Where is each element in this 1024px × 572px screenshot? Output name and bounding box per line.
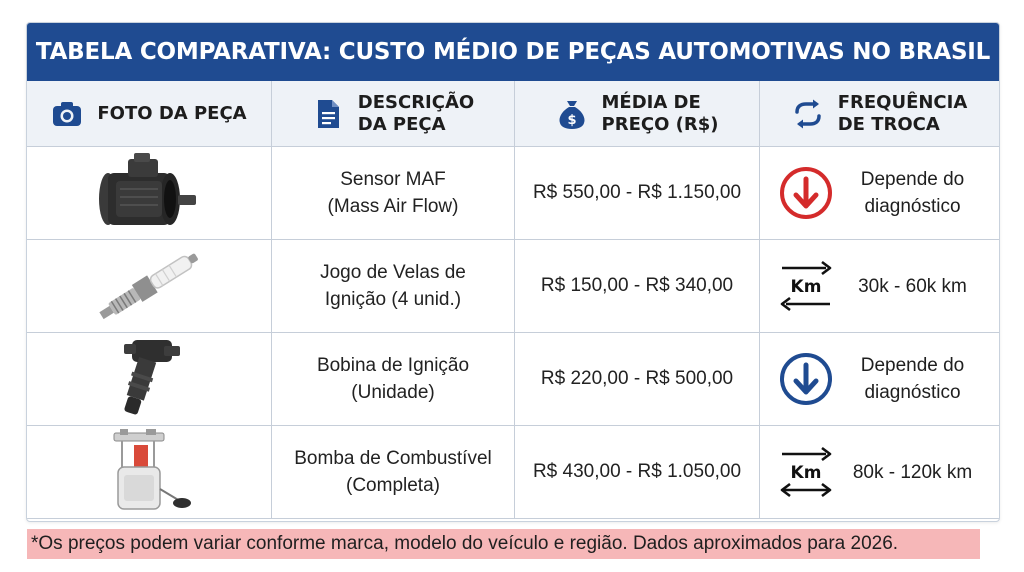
row-2-description: Jogo de Velas de Ignição (4 unid.): [272, 240, 515, 333]
row-4-price: R$ 430,00 - R$ 1.050,00: [515, 426, 760, 519]
row-1-frequency-text: Depende do diagnóstico: [860, 169, 965, 217]
header-description-label: DESCRIÇÃO DA PEÇA: [357, 91, 475, 135]
row-4-description: Bomba de Combustível (Completa): [272, 426, 515, 519]
table-title: TABELA COMPARATIVA: CUSTO MÉDIO DE PEÇAS AUTOMOTIVAS NO BRASIL: [27, 23, 999, 81]
maf-sensor-image: [94, 151, 204, 235]
row-4-frequency-text: 80k - 120k km: [852, 461, 973, 483]
header-price: [515, 81, 760, 147]
km-arrows-icon: [778, 258, 834, 314]
comparison-table: [27, 81, 999, 519]
row-3-description: Bobina de Ignição (Unidade): [272, 333, 515, 426]
row-4-frequency: [760, 426, 999, 519]
row-2-frequency-text: 30k - 60k km: [858, 275, 967, 297]
row-3-photo: [27, 333, 272, 426]
header-photo-label: FOTO DA PEÇA: [97, 102, 247, 124]
swap-arrows-icon: [792, 98, 824, 130]
footnote: *Os preços podem variar conforme marca, modelo do veículo e região. Dados aproximados para 2026.: [27, 529, 980, 559]
comparison-table-card: [26, 22, 1000, 522]
row-2-price: R$ 150,00 - R$ 340,00: [515, 240, 760, 333]
row-4-photo: [27, 426, 272, 519]
document-icon: [312, 98, 344, 130]
svg-text:$: $: [566, 112, 577, 128]
row-1-price: R$ 550,00 - R$ 1.150,00: [515, 147, 760, 240]
header-photo: [27, 81, 272, 147]
row-3-price: R$ 220,00 - R$ 500,00: [515, 333, 760, 426]
arrow-down-red-circle-icon: [779, 166, 833, 220]
header-price-label: MÉDIA DE PREÇO (R$): [601, 91, 719, 135]
row-2-photo: [27, 240, 272, 333]
row-3-frequency-text: Depende do diagnóstico: [860, 355, 965, 403]
km-label: Km: [790, 277, 822, 297]
money-bag-icon: [556, 98, 588, 130]
spark-plug-image: [89, 246, 209, 326]
header-frequency: [760, 81, 999, 147]
arrow-down-blue-circle-icon: [779, 352, 833, 406]
row-1-frequency: [760, 147, 999, 240]
km-arrows-icon: [778, 444, 834, 500]
km-label: Km: [790, 463, 822, 483]
ignition-coil-image: [104, 336, 194, 422]
fuel-pump-image: [104, 429, 194, 515]
row-3-frequency: [760, 333, 999, 426]
header-frequency-label: FREQUÊNCIA DE TROCA: [837, 91, 968, 135]
row-2-frequency: [760, 240, 999, 333]
row-1-description: Sensor MAF (Mass Air Flow): [272, 147, 515, 240]
row-1-photo: [27, 147, 272, 240]
camera-icon: [51, 98, 83, 130]
header-description: [272, 81, 515, 147]
